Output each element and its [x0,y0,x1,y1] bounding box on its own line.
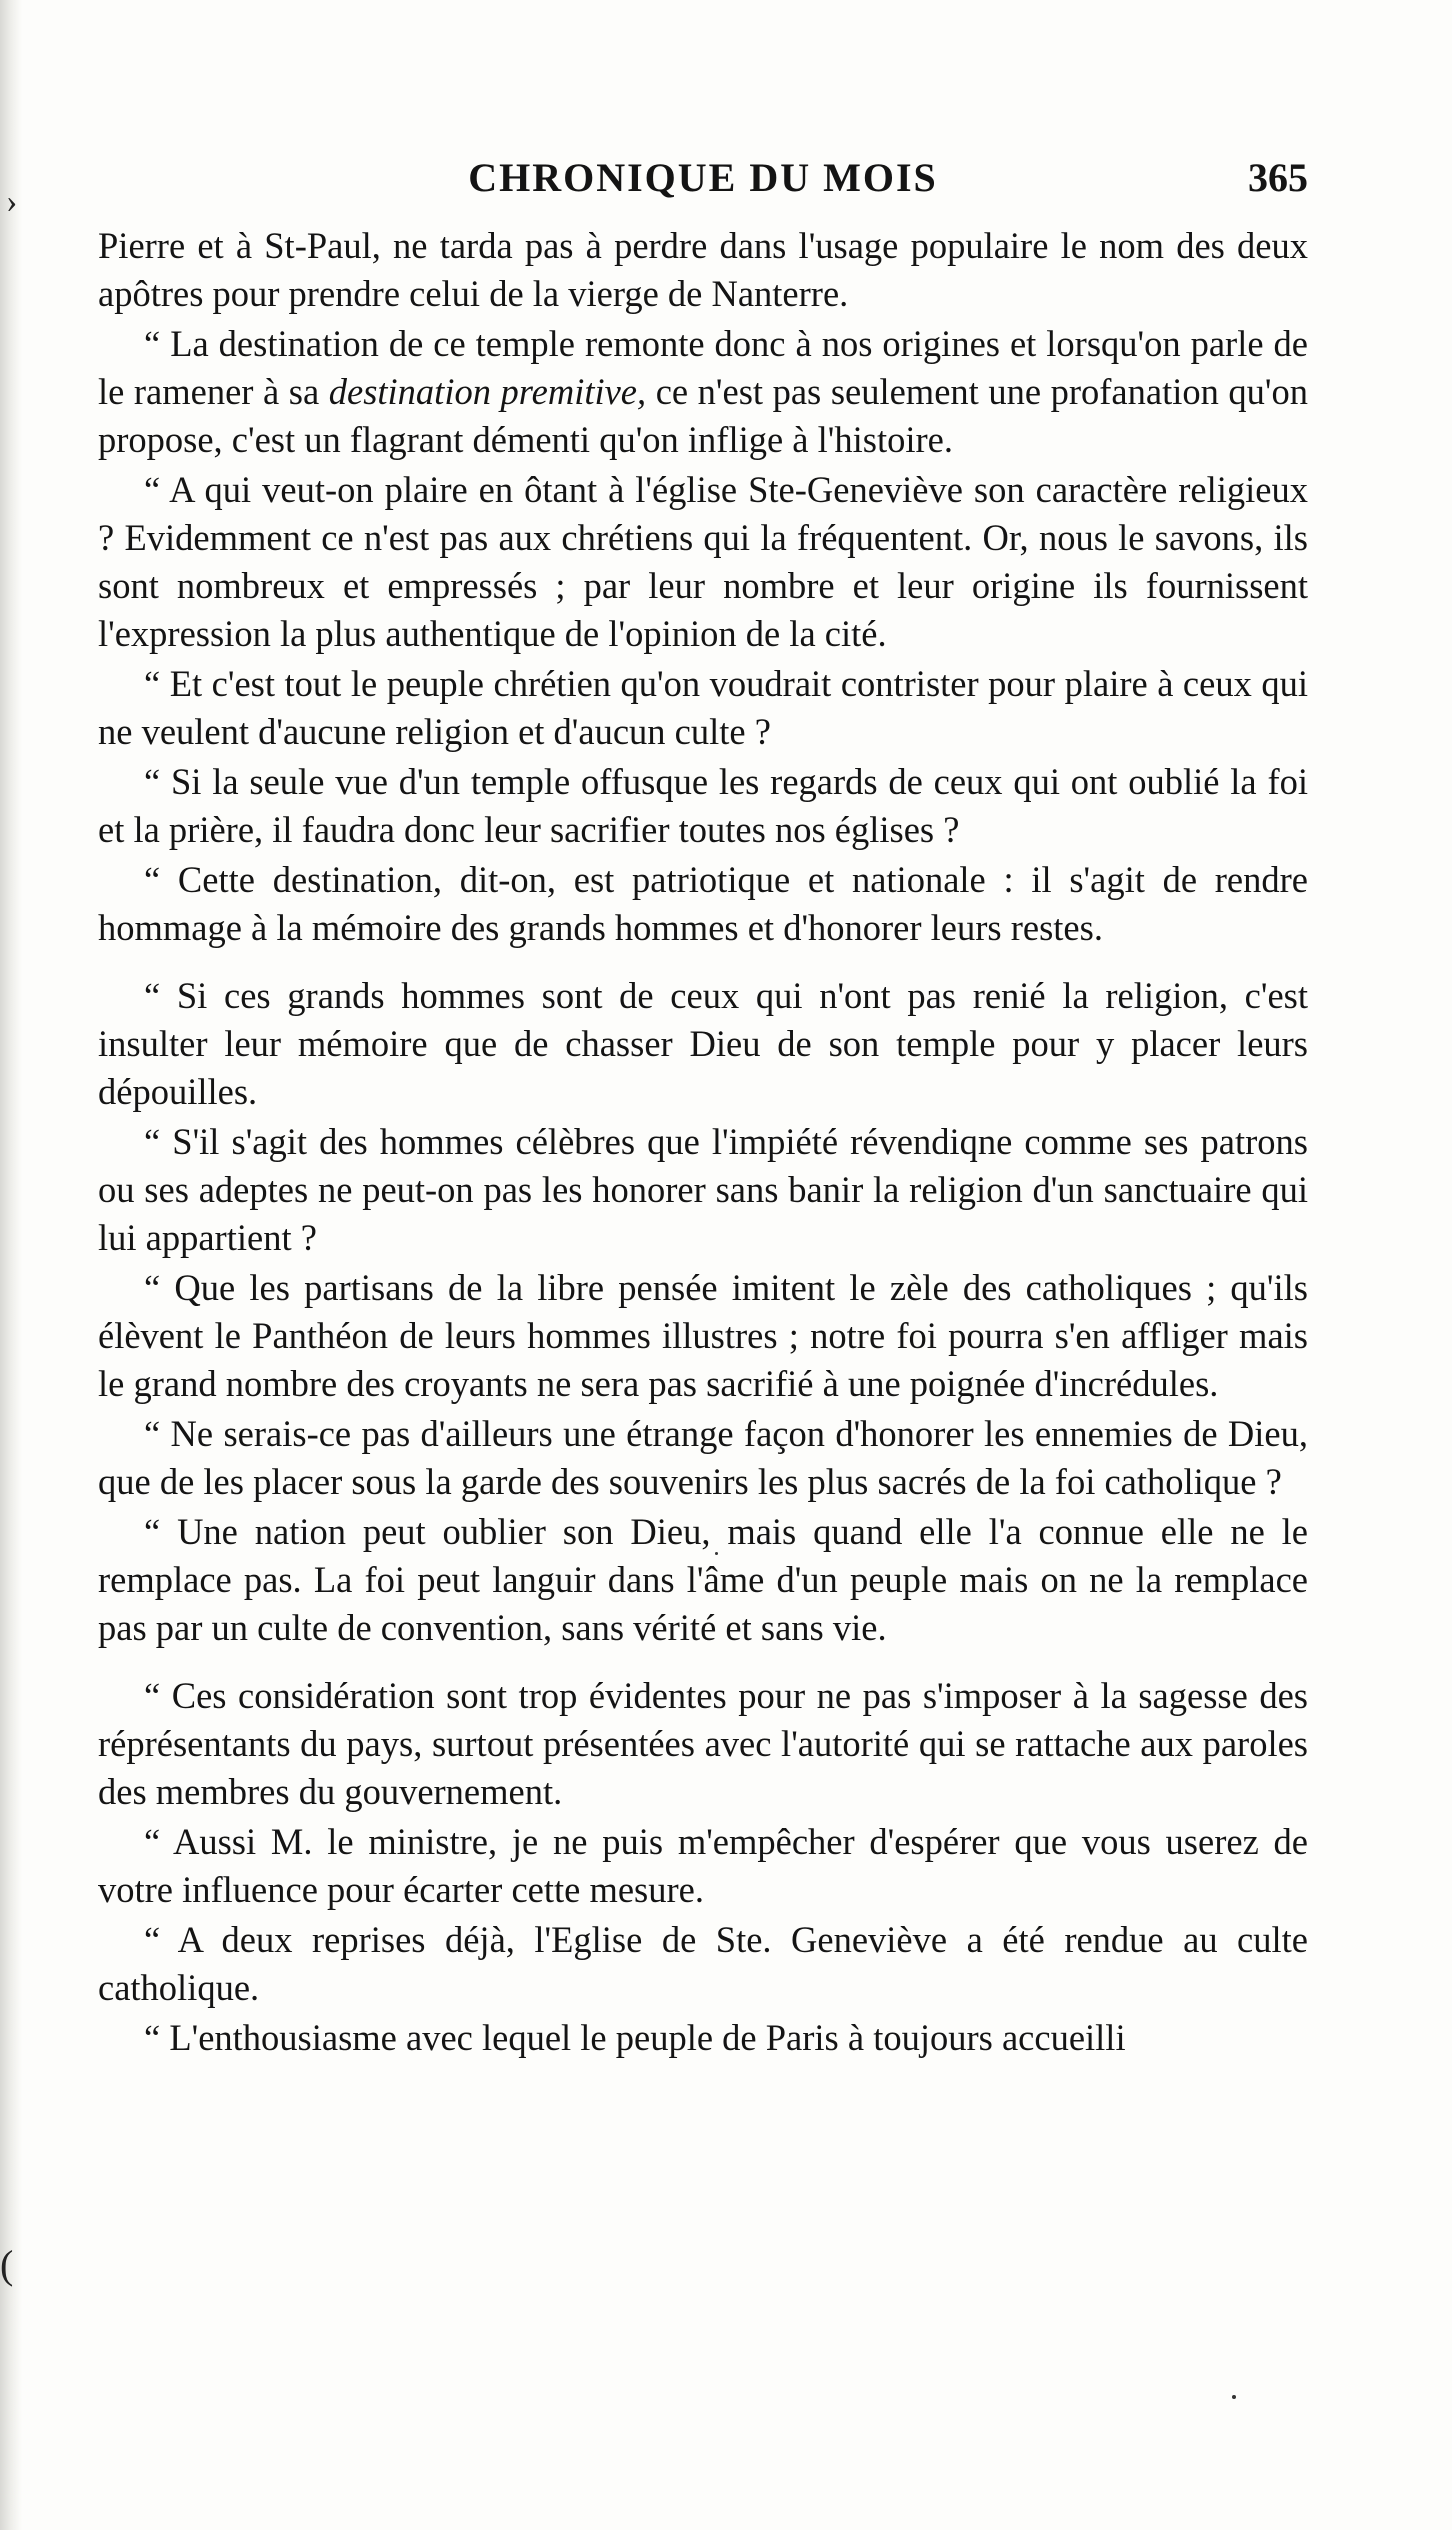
italic-phrase: destination premitive, [328,371,647,412]
paragraph-8: “ S'il s'agit des hommes célèbres que l'impiété révendiqne comme ses patrons ou ses adeptes ne peut-on pas les honorer sans banir la religion d'un sanctuaire qui lui appartient ? [98,1121,1308,1258]
paragraph-14: “ A deux reprises déjà, l'Eglise de Ste. Geneviève a été rendue au culte catholique. [98,1919,1308,2008]
paragraph-2-text: “ La destination de ce temple remonte donc à nos origines et lorsqu'on parle de le ramener à sa destination premitive, ce n'est pas seulement une profanation qu'on propose, c'est un flagrant démenti qu'on inflige à l'histoire. [98,323,1308,460]
page-number: 365 [1248,155,1308,200]
paragraph-4: “ Et c'est tout le peuple chrétien qu'on voudrait contrister pour plaire à ceux qui ne veulent d'aucune religion et d'aucun culte ? [98,663,1308,752]
page-title: CHRONIQUE DU MOIS [468,155,938,200]
page-edge-shadow [0,0,22,2530]
margin-mark-top: › [6,183,18,220]
paragraph-1: Pierre et à St-Paul, ne tarda pas à perdre dans l'usage populaire le nom des deux apôtres pour prendre celui de la vierge de Nanterre. [98,225,1308,314]
paragraph-5: “ Si la seule vue d'un temple offusque les regards de ceux qui ont oublié la foi et la prière, il faudra donc leur sacrifier toutes nos églises ? [98,761,1308,850]
paragraph-10: “ Ne serais-ce pas d'ailleurs une étrange façon d'honorer les ennemies de Dieu, que de les placer sous la garde des souvenirs les plus sacrés de la foi catholique ? [98,1413,1308,1502]
print-speck [715,1552,718,1555]
paragraph-7: “ Si ces grands hommes sont de ceux qui n'ont pas renié la religion, c'est insulter leur mémoire que de chasser Dieu de son temple pour y placer leurs dépouilles. [98,975,1308,1112]
paragraph-12: “ Ces considération sont trop évidentes pour ne pas s'imposer à la sagesse des réprésentants du pays, surtout présentées avec l'autorité qui se rattache aux paroles des membres du gouvernement. [98,1675,1308,1812]
paragraph-6: “ Cette destination, dit-on, est patriotique et nationale : il s'agit de rendre hommage à la mémoire des grands hommes et d'honorer leurs restes. [98,859,1308,948]
paragraph-9: “ Que les partisans de la libre pensée imitent le zèle des catholiques ; qu'ils élèvent le Panthéon de leurs hommes illustres ; notre foi pourra s'en affliger mais le grand nombre des croyants ne sera pas sacrifié à une poignée d'incrédules. [98,1267,1308,1404]
paragraph-2 [98,320,1308,464]
print-speck [1232,2395,1236,2399]
paragraph-15: “ L'enthousiasme avec lequel le peuple de Paris à toujours accueilli [144,2017,1126,2058]
paragraph-11: “ Une nation peut oublier son Dieu, mais quand elle l'a connue elle ne le remplace pas. La foi peut languir dans l'âme d'un peuple mais on ne la remplace pas par un culte de convention, sans vérité et sans vie. [98,1511,1308,1648]
paragraph-3: “ A qui veut-on plaire en ôtant à l'église Ste-Geneviève son caractère religieux ? Evidemment ce n'est pas aux chrétiens qui la fréquentent. Or, nous le savons, ils sont nombreux et empressés ; par leur nombre et leur origine ils fournissent l'expression la plus authentique de l'opinion de la cité. [98,469,1308,654]
paragraph-13: “ Aussi M. le ministre, je ne puis m'empêcher d'espérer que vous userez de votre influence pour écarter cette mesure. [98,1821,1308,1910]
margin-mark-bottom: ( [0,2242,14,2287]
running-head [98,148,1308,208]
body-text [98,222,1308,2064]
